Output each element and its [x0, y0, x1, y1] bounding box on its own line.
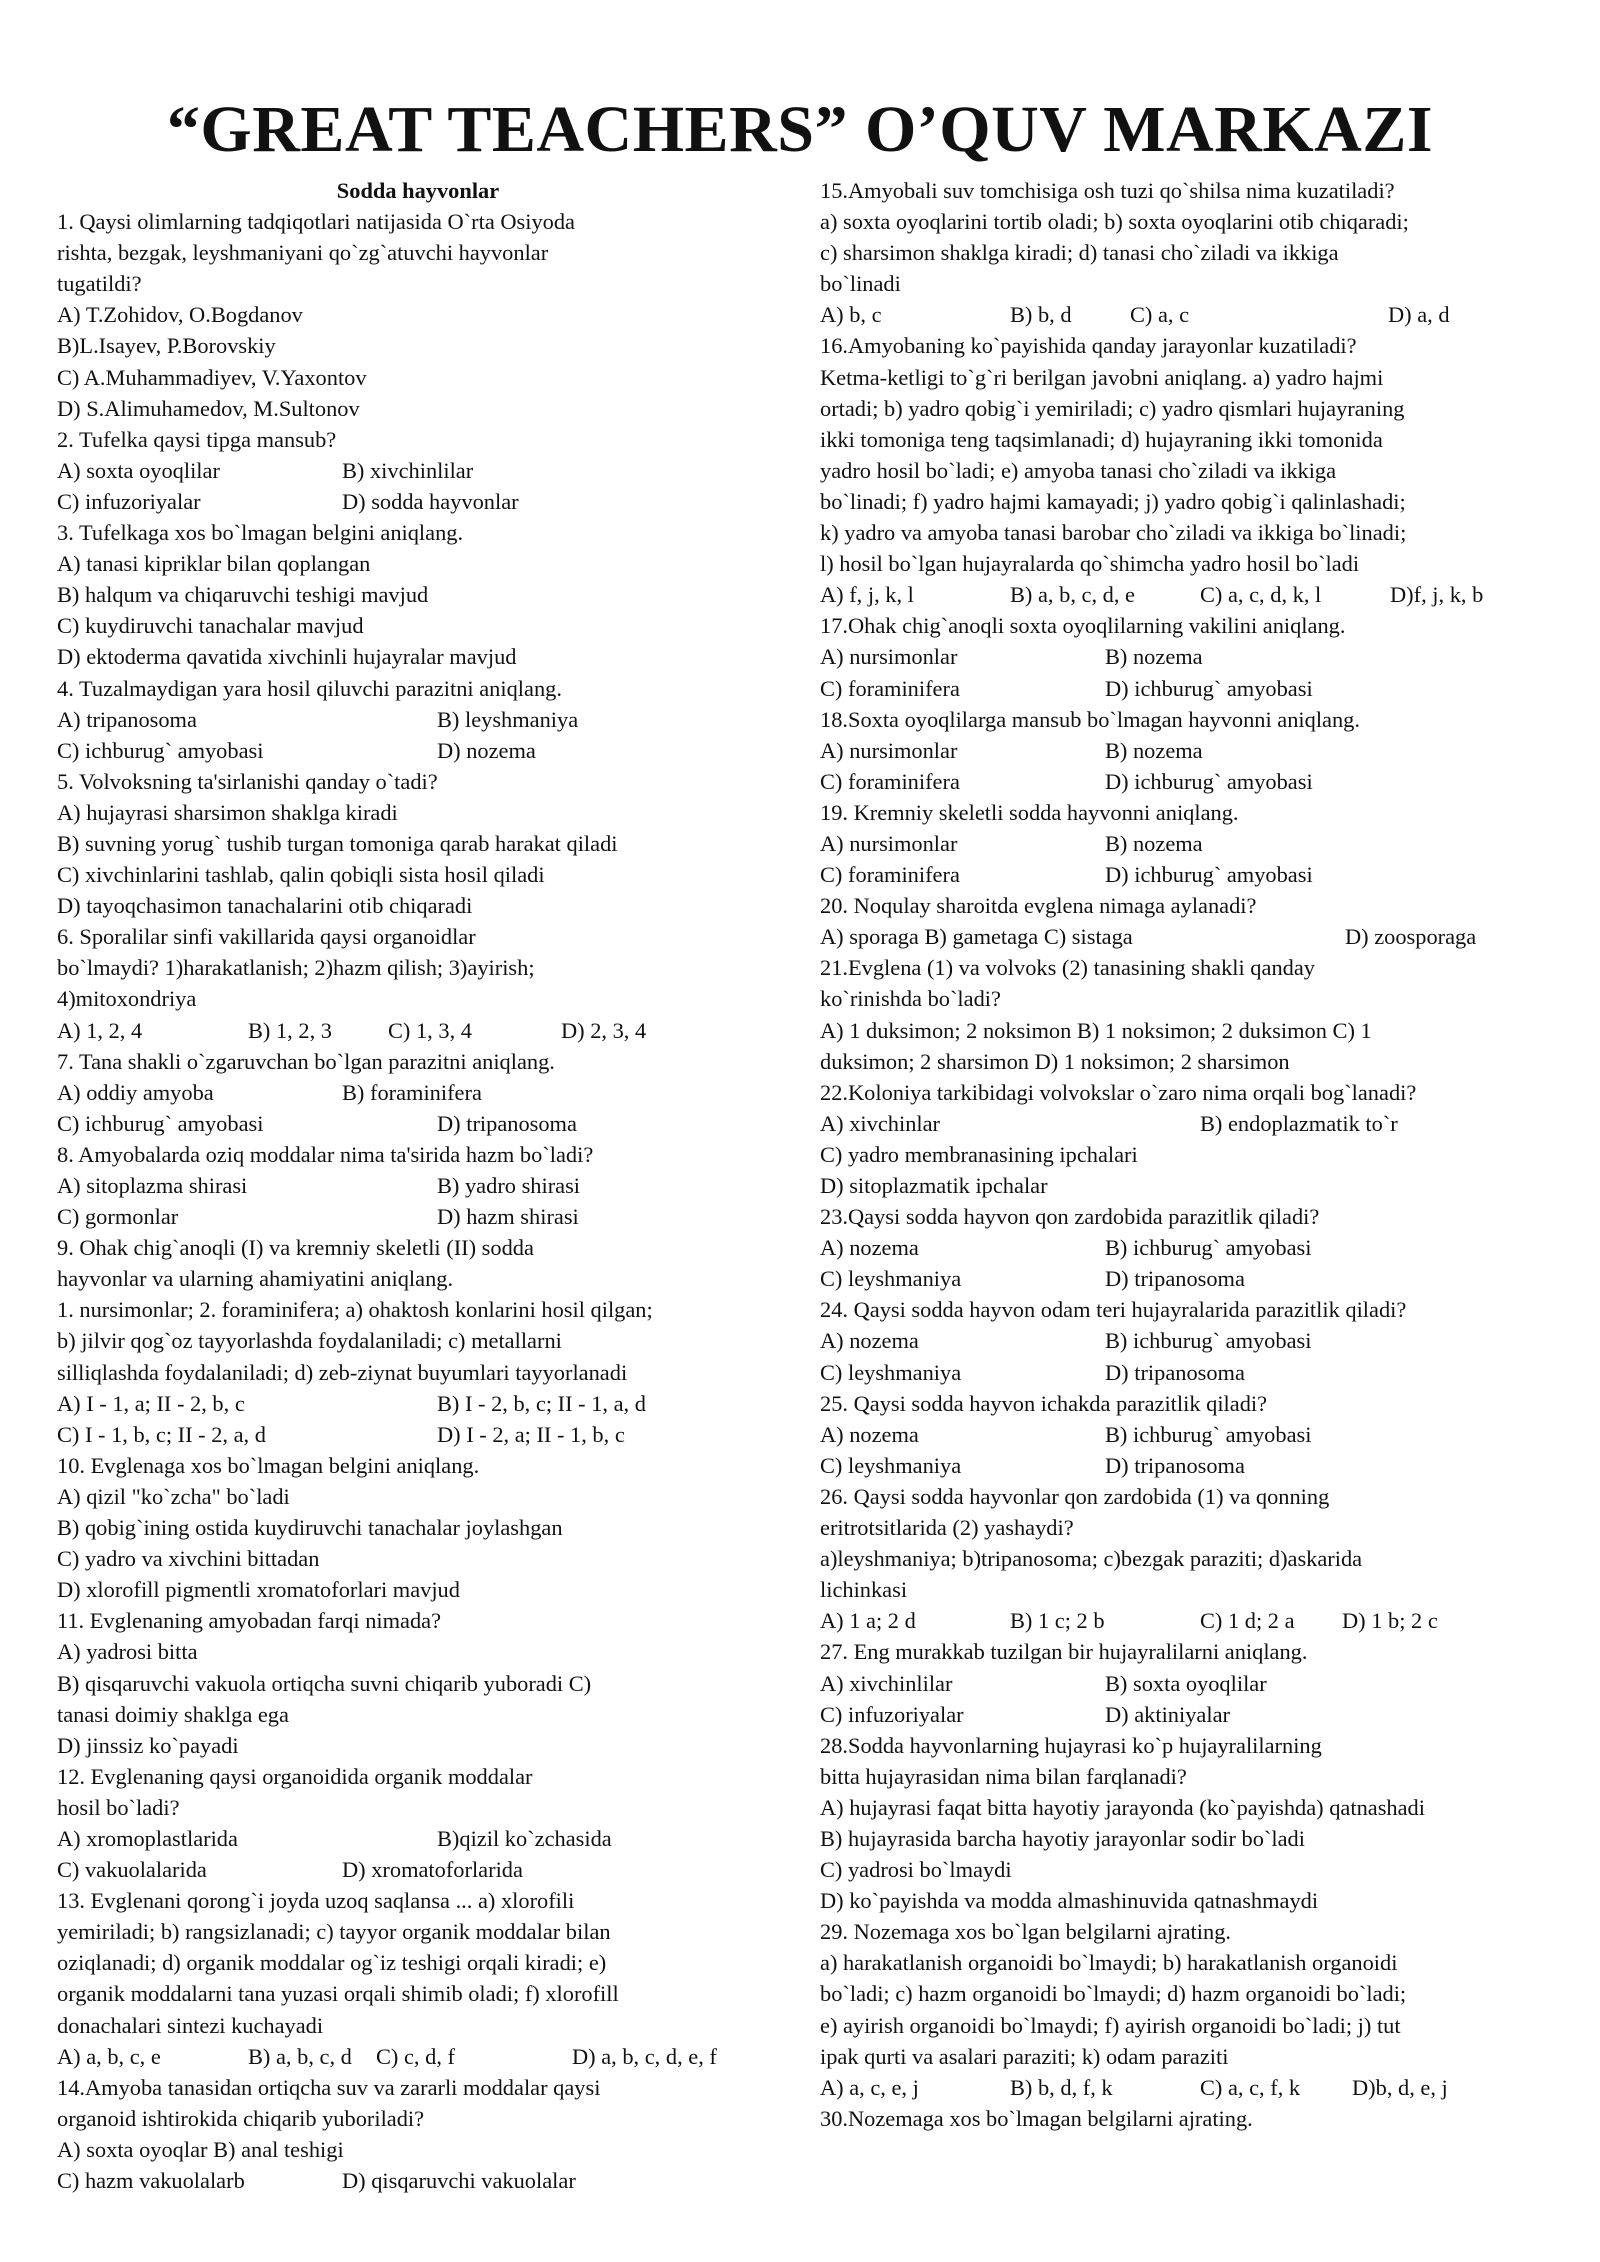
right-text-line: D) sitoplazmatik ipchalar [820, 1173, 1048, 1198]
answer-option: A) f, j, k, l [820, 582, 914, 608]
right-text-line: 20. Noqulay sharoitda evglena nimaga aylanadi? [820, 893, 1257, 919]
left-answer-row [57, 704, 779, 735]
answer-option: C) c, d, f [376, 2043, 455, 2069]
left-text-line: organoid ishtirokida chiqarib yuboriladi? [57, 2105, 425, 2131]
left-text-line: 4)mitoxondriya [57, 986, 197, 1012]
left-text-line: B) suvning yorug` tushib turgan tomoniga qarab harakat qiladi [57, 830, 618, 856]
left-text-line: C) yadro va xivchini bittadan [57, 1546, 320, 1572]
left-text-line: 2. Tufelka qaysi tipga mansub? [57, 426, 337, 452]
answer-option: A) nursimonlar [820, 737, 958, 763]
answer-option: A) a, b, c, e [57, 2043, 161, 2069]
right-text-line: A) 1 duksimon; 2 noksimon B) 1 noksimon; 2 duksimon C) 1 [820, 1017, 1372, 1043]
left-text-line: A) tanasi kipriklar bilan qoplangan [57, 551, 371, 577]
answer-option: A) soxta oyoqlilar [57, 457, 220, 483]
right-text-line: B) hujayrasida barcha hayotiy jarayonlar sodir bo`ladi [820, 1825, 1305, 1851]
right-text-line: C) yadro membranasining ipchalari [820, 1141, 1138, 1167]
answer-option: D) hazm shirasi [437, 1204, 579, 1230]
right-answer-row [820, 1325, 1542, 1356]
answer-option: B) ichburug` amyobasi [1105, 1421, 1312, 1447]
left-text-line: tanasi doimiy shaklga ega [57, 1701, 289, 1727]
right-column [820, 175, 1542, 2134]
right-text-line: 22.Koloniya tarkibidagi volvokslar o`zaro nima orqali bog`lanadi? [820, 1079, 1417, 1105]
right-text-line: 19. Kremniy skeletli sodda hayvonni aniqlang. [820, 799, 1239, 825]
right-answer-row [820, 766, 1542, 797]
answer-option: A) nozema [820, 1235, 919, 1261]
left-answer-row [57, 1201, 779, 1232]
answer-option: C) leyshmaniya [820, 1266, 962, 1292]
answer-option: B) 1 c; 2 b [1010, 1608, 1105, 1634]
left-text-line: A) hujayrasi sharsimon shaklga kiradi [57, 799, 398, 825]
page-title: “GREAT TEACHERS” O’QUV MARKAZI [166, 93, 1434, 166]
right-text-line: 21.Evglena (1) va volvoks (2) tanasining shakli qanday [820, 955, 1315, 981]
left-answer-row [57, 1077, 779, 1108]
right-text-line: eritrotsitlarida (2) yashaydi? [820, 1515, 1074, 1541]
answer-option: B) I - 2, b, c; II - 1, a, d [437, 1390, 646, 1416]
right-text-line: a) harakatlanish organoidi bo`lmaydi; b) harakatlanish organoidi [820, 1950, 1398, 1976]
answer-option: B) b, d, f, k [1010, 2074, 1113, 2100]
answer-option: A) tripanosoma [57, 706, 197, 732]
answer-option: D) ichburug` amyobasi [1105, 675, 1313, 701]
left-answer-row [57, 1388, 779, 1419]
left-text-line: 8. Amyobalarda oziq moddalar nima ta'sirida hazm bo`ladi? [57, 1141, 594, 1167]
left-text-line: C) xivchinlarini tashlab, qalin qobiqli sista hosil qiladi [57, 862, 545, 888]
answer-option: C) 1, 3, 4 [388, 1017, 472, 1043]
right-answer-row [820, 828, 1542, 859]
left-text-line: b) jilvir qog`oz tayyorlashda foydalaniladi; c) metallarni [57, 1328, 562, 1354]
answer-option: B) a, b, c, d, e [1010, 582, 1135, 608]
left-text-line: 13. Evglenani qorong`i joyda uzoq saqlansa ... a) xlorofili [57, 1888, 575, 1914]
answer-option: A) xivchinlilar [820, 1670, 953, 1696]
section-heading: Sodda hayvonlar [336, 178, 500, 203]
right-text-line: l) hosil bo`lgan hujayralarda qo`shimcha yadro hosil bo`ladi [820, 551, 1360, 577]
left-answer-row [57, 1419, 779, 1450]
answer-option: B) ichburug` amyobasi [1105, 1328, 1312, 1354]
answer-option: B) a, b, c, d [248, 2043, 352, 2069]
left-text-line: tugatildi? [57, 271, 142, 297]
left-text-line: hayvonlar va ularning ahamiyatini aniqlang. [57, 1266, 454, 1292]
right-text-line: 25. Qaysi sodda hayvon ichakda parazitlik qiladi? [820, 1390, 1268, 1416]
right-answer-row [820, 1419, 1542, 1450]
left-answer-row [57, 2165, 779, 2196]
answer-option: B) yadro shirasi [437, 1173, 581, 1198]
right-text-line: lichinkasi [820, 1577, 908, 1603]
right-answer-row [820, 673, 1542, 704]
answer-option: D)f, j, k, b [1390, 582, 1484, 608]
right-text-line: 17.Ohak chig`anoqli soxta oyoqlilarning vakilini aniqlang. [820, 613, 1346, 639]
answer-option: A) a, c, e, j [820, 2074, 919, 2100]
answer-option: B) leyshmaniya [437, 706, 579, 732]
answer-option: B) nozema [1105, 644, 1203, 670]
right-text-line: 30.Nozemaga xos bo`lmagan belgilarni ajrating. [820, 2105, 1253, 2131]
right-text-line: D) ko`payishda va modda almashinuvida qatnashmaydi [820, 1888, 1319, 1914]
left-text-line: D) ektoderma qavatida xivchinli hujayralar mavjud [57, 644, 517, 670]
left-text-line: D) xlorofill pigmentli xromatoforlari mavjud [57, 1577, 460, 1603]
right-text-line: k) yadro va amyoba tanasi barobar cho`ziladi va ikkiga bo`linadi; [820, 520, 1407, 546]
left-text-line: A) qizil "ko`zcha" bo`ladi [57, 1483, 290, 1509]
right-answer-row [820, 299, 1542, 330]
left-text-line: 9. Ohak chig`anoqli (I) va kremniy skeletli (II) sodda [57, 1235, 534, 1261]
left-text-line: donachalari sintezi kuchayadi [57, 2012, 324, 2038]
left-text-line: oziqlanadi; d) organik moddalar og`iz teshigi orqali kiradi; e) [57, 1950, 607, 1976]
left-answer-row [57, 1854, 779, 1885]
right-text-line: 18.Soxta oyoqlilarga mansub bo`lmagan hayvonni aniqlang. [820, 706, 1360, 732]
left-text-line: 4. Tuzalmaydigan yara hosil qiluvchi parazitni aniqlang. [57, 675, 562, 701]
right-text-line: 23.Qaysi sodda hayvon qon zardobida parazitlik qiladi? [820, 1204, 1320, 1230]
right-answer-row [820, 1668, 1542, 1699]
right-answer-row [820, 2072, 1542, 2103]
right-answer-row [820, 641, 1542, 672]
answer-option: D) sodda hayvonlar [342, 488, 519, 514]
answer-option: C) foraminifera [820, 862, 960, 888]
left-text-line: 7. Tana shakli o`zgaruvchan bo`lgan parazitni aniqlang. [57, 1048, 555, 1074]
answer-option: D) aktiniyalar [1105, 1701, 1230, 1727]
answer-option: B) xivchinlilar [342, 457, 474, 483]
left-text-line: B)L.Isayev, P.Borovskiy [57, 333, 276, 359]
right-answer-row [820, 1605, 1542, 1636]
right-text-line: A) hujayrasi faqat bitta hayotiy jarayonda (ko`payishda) qatnashadi [820, 1794, 1425, 1820]
right-text-line: bo`ladi; c) hazm organoidi bo`lmaydi; d) hazm organoidi bo`ladi; [820, 1981, 1407, 2007]
answer-option: C) infuzoriyalar [57, 488, 201, 514]
answer-option: B) nozema [1105, 737, 1203, 763]
right-answer-row [820, 1232, 1542, 1263]
answer-option: C) gormonlar [57, 1204, 179, 1230]
answer-option: D)b, d, e, j [1352, 2074, 1448, 2100]
answer-option: C) a, c [1130, 302, 1190, 328]
left-answer-row [57, 1170, 779, 1201]
answer-option: D) tripanosoma [1105, 1452, 1245, 1478]
right-text-line: ortadi; b) yadro qobig`i yemiriladi; c) yadro qismlari hujayraning [820, 395, 1405, 421]
left-answer-row [57, 486, 779, 517]
right-text-line: c) sharsimon shaklga kiradi; d) tanasi cho`ziladi va ikkiga [820, 240, 1339, 266]
answer-option: C) infuzoriyalar [820, 1701, 964, 1727]
right-text-line: Ketma-ketligi to`g`ri berilgan javobni aniqlang. a) yadro hajmi [820, 364, 1384, 390]
right-text-line: ko`rinishda bo`ladi? [820, 986, 1001, 1012]
left-text-line: 1. nursimonlar; 2. foraminifera; a) ohaktosh konlarini hosil qilgan; [57, 1297, 653, 1323]
right-text-line: 29. Nozemaga xos bo`lgan belgilarni ajrating. [820, 1919, 1231, 1945]
answer-option: D) I - 2, a; II - 1, b, c [437, 1421, 625, 1447]
answer-option: B) ichburug` amyobasi [1105, 1235, 1312, 1261]
left-answer-row [57, 1823, 779, 1854]
left-text-line: rishta, bezgak, leyshmaniyani qo`zg`atuvchi hayvonlar [57, 240, 549, 266]
left-text-line: C) A.Muhammadiyev, V.Yaxontov [57, 364, 367, 390]
answer-option: C) leyshmaniya [820, 1452, 962, 1478]
right-answer-row [820, 1450, 1542, 1481]
right-text-line: e) ayirish organoidi bo`lmaydi; f) ayirish organoidi bo`ladi; j) tut [820, 2012, 1401, 2038]
answer-option: D) 2, 3, 4 [561, 1017, 647, 1043]
answer-option: C) hazm vakuolalarb [57, 2168, 245, 2193]
right-answer-row [820, 859, 1542, 890]
left-answer-row [57, 735, 779, 766]
answer-option: D) nozema [437, 737, 536, 763]
answer-option: A) 1 a; 2 d [820, 1608, 916, 1634]
answer-option: C) foraminifera [820, 768, 960, 794]
answer-option: D) a, b, c, d, e, f [572, 2043, 717, 2069]
answer-option: A) xivchinlar [820, 1110, 940, 1136]
answer-option: C) foraminifera [820, 675, 960, 701]
right-text-line: duksimon; 2 sharsimon D) 1 noksimon; 2 sharsimon [820, 1048, 1290, 1074]
left-text-line: 3. Tufelkaga xos bo`lmagan belgini aniqlang. [57, 520, 464, 546]
answer-option: D) qisqaruvchi vakuolalar [342, 2168, 576, 2193]
answer-option: B) foraminifera [342, 1079, 482, 1105]
right-text-line: 16.Amyobaning ko`payishida qanday jarayonlar kuzatiladi? [820, 333, 1357, 359]
answer-option: D) tripanosoma [437, 1110, 577, 1136]
right-answer-row [820, 1357, 1542, 1388]
answer-option: A) sporaga B) gametaga C) sistaga [820, 924, 1133, 950]
answer-option: D) tripanosoma [1105, 1359, 1245, 1385]
left-text-line: B) qobig`ining ostida kuydiruvchi tanachalar joylashgan [57, 1515, 563, 1541]
right-text-line: 24. Qaysi sodda hayvon odam teri hujayralarida parazitlik qiladi? [820, 1297, 1407, 1323]
answer-option: C) vakuolalarida [57, 1857, 207, 1883]
answer-option: A) 1, 2, 4 [57, 1017, 143, 1043]
left-text-line: 12. Evglenaning qaysi organoidida organik moddalar [57, 1763, 533, 1789]
left-answer-row [57, 2041, 779, 2072]
answer-option: D) 1 b; 2 c [1342, 1608, 1438, 1634]
answer-option: C) ichburug` amyobasi [57, 737, 264, 763]
right-text-line: bo`linadi [820, 271, 901, 297]
left-text-line: organik moddalarni tana yuzasi orqali shimib oladi; f) xlorofill [57, 1981, 619, 2007]
answer-option: C) I - 1, b, c; II - 2, a, d [57, 1421, 266, 1447]
answer-option: A) oddiy amyoba [57, 1079, 214, 1105]
answer-option: B) endoplazmatik to`r [1200, 1110, 1398, 1136]
right-answer-row [820, 1108, 1542, 1139]
right-answer-row [820, 735, 1542, 766]
answer-option: C) 1 d; 2 a [1200, 1608, 1295, 1634]
left-text-line: 5. Volvoksning ta'sirlanishi qanday o`tadi? [57, 768, 438, 794]
answer-option: A) nursimonlar [820, 830, 958, 856]
right-answer-row [820, 1263, 1542, 1294]
left-text-line: 14.Amyoba tanasidan ortiqcha suv va zararli moddalar qaysi [57, 2074, 601, 2100]
answer-option: D) xromatoforlarida [342, 1857, 523, 1883]
right-answer-row [820, 1699, 1542, 1730]
answer-option: A) xromoplastlarida [57, 1825, 238, 1851]
answer-option: C) a, c, d, k, l [1200, 582, 1322, 608]
right-answer-row [820, 579, 1542, 610]
answer-option: A) nursimonlar [820, 644, 958, 670]
answer-option: D) ichburug` amyobasi [1105, 862, 1313, 888]
right-text-line: bo`linadi; f) yadro hajmi kamayadi; j) yadro qobig`i qalinlashadi; [820, 488, 1406, 514]
answer-option: B) soxta oyoqlilar [1105, 1670, 1267, 1696]
answer-option: C) a, c, f, k [1200, 2074, 1301, 2100]
left-text-line: 6. Sporalilar sinfi vakillarida qaysi organoidlar [57, 924, 476, 950]
answer-option: B)qizil ko`zchasida [437, 1825, 612, 1851]
answer-option: D) a, d [1388, 302, 1450, 328]
left-text-line: D) S.Alimuhamedov, M.Sultonov [57, 395, 360, 421]
answer-option: B) nozema [1105, 830, 1203, 856]
left-text-line: silliqlashda foydalaniladi; d) zeb-ziynat buyumlari tayyorlanadi [57, 1359, 628, 1385]
left-text-line: A) soxta oyoqlar B) anal teshigi [57, 2136, 344, 2162]
right-text-line: 28.Sodda hayvonlarning hujayrasi ko`p hujayralilarning [820, 1732, 1322, 1758]
right-text-line: ikki tomoniga teng taqsimlanadi; d) hujayraning ikki tomonida [820, 426, 1383, 452]
left-text-line: 11. Evglenaning amyobadan farqi nimada? [57, 1608, 442, 1634]
right-text-line: yadro hosil bo`ladi; e) amyoba tanasi cho`ziladi va ikkiga [820, 457, 1337, 483]
answer-option: D) tripanosoma [1105, 1266, 1245, 1292]
right-text-line: a)leyshmaniya; b)tripanosoma; c)bezgak paraziti; d)askarida [820, 1546, 1363, 1572]
answer-option: A) nozema [820, 1328, 919, 1354]
left-text-line: B) halqum va chiqaruvchi teshigi mavjud [57, 582, 429, 608]
left-text-line: yemiriladi; b) rangsizlanadi; c) tayyor organik moddalar bilan [57, 1919, 611, 1945]
answer-option: D) ichburug` amyobasi [1105, 768, 1313, 794]
answer-option: A) I - 1, a; II - 2, b, c [57, 1390, 245, 1416]
answer-option: D) zoosporaga [1345, 924, 1477, 950]
right-text-line: bitta hujayrasidan nima bilan farqlanadi? [820, 1763, 1187, 1789]
right-answer-row [820, 921, 1542, 952]
left-text-line: B) qisqaruvchi vakuola ortiqcha suvni chiqarib yuboradi C) [57, 1670, 592, 1696]
answer-option: B) b, d [1010, 302, 1072, 328]
left-text-line: D) tayoqchasimon tanachalarini otib chiqaradi [57, 893, 473, 919]
left-answer-row [57, 455, 779, 486]
answer-option: A) sitoplazma shirasi [57, 1173, 248, 1198]
left-text-line: hosil bo`ladi? [57, 1794, 180, 1820]
left-text-line: A) T.Zohidov, O.Bogdanov [57, 302, 303, 328]
answer-option: A) nozema [820, 1421, 919, 1447]
right-text-line: 26. Qaysi sodda hayvonlar qon zardobida (1) va qonning [820, 1483, 1330, 1509]
right-text-line: 15.Amyobali suv tomchisiga osh tuzi qo`shilsa nima kuzatiladi? [820, 178, 1395, 203]
answer-option: B) 1, 2, 3 [248, 1017, 332, 1043]
left-column [57, 175, 779, 2196]
left-text-line: 1. Qaysi olimlarning tadqiqotlari natijasida O`rta Osiyoda [57, 209, 575, 235]
right-text-line: 27. Eng murakkab tuzilgan bir hujayralilarni aniqlang. [820, 1639, 1308, 1665]
left-answer-row [57, 1015, 779, 1046]
left-text-line: bo`lmaydi? 1)harakatlanish; 2)hazm qilish; 3)ayirish; [57, 955, 535, 981]
answer-option: A) b, c [820, 302, 882, 328]
answer-option: C) ichburug` amyobasi [57, 1110, 264, 1136]
right-text-line: a) soxta oyoqlarini tortib oladi; b) soxta oyoqlarini otib chiqaradi; [820, 209, 1409, 235]
left-text-line: C) kuydiruvchi tanachalar mavjud [57, 613, 364, 639]
answer-option: C) leyshmaniya [820, 1359, 962, 1385]
left-text-line: D) jinssiz ko`payadi [57, 1732, 239, 1758]
left-text-line: A) yadrosi bitta [57, 1639, 198, 1665]
left-text-line: 10. Evglenaga xos bo`lmagan belgini aniqlang. [57, 1452, 480, 1478]
right-text-line: ipak qurti va asalari paraziti; k) odam paraziti [820, 2043, 1229, 2069]
left-answer-row [57, 1108, 779, 1139]
right-text-line: C) yadrosi bo`lmaydi [820, 1857, 1012, 1883]
